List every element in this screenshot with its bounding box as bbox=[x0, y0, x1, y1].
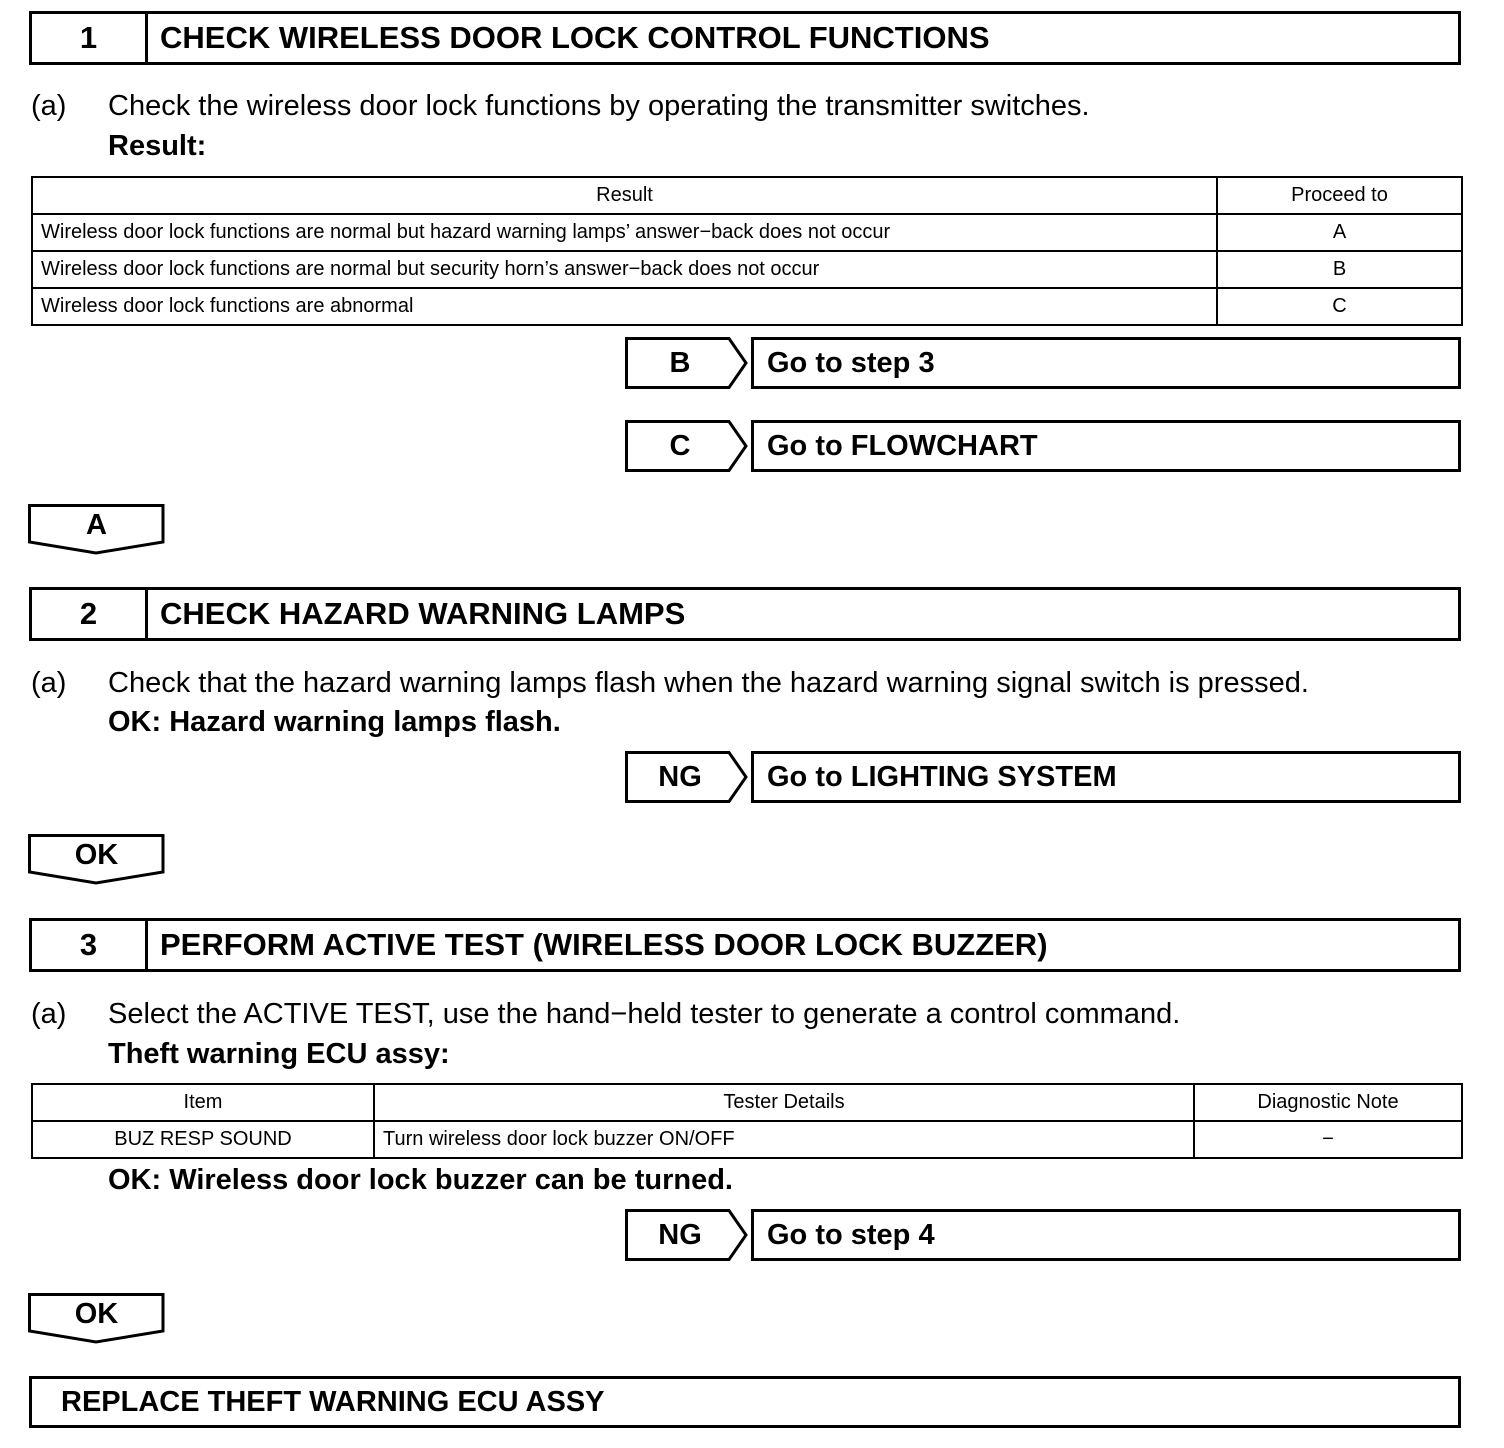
branch-target[interactable]: Go to step 4 bbox=[751, 1209, 1461, 1261]
step-3-header bbox=[29, 918, 1461, 972]
ok-criteria: OK: Hazard warning lamps flash. bbox=[108, 706, 561, 738]
ok-criteria: OK: Wireless door lock buzzer can be turned. bbox=[108, 1164, 733, 1196]
table-cell: A bbox=[1217, 214, 1462, 251]
paragraph-label: (a) bbox=[31, 90, 67, 122]
table-cell: Wireless door lock functions are normal but hazard warning lamps’ answer−back does not occur bbox=[32, 214, 1217, 251]
table-row bbox=[32, 251, 1462, 288]
paragraph-label: (a) bbox=[31, 998, 67, 1030]
instruction-text: Check that the hazard warning lamps flash when the hazard warning signal switch is pressed. bbox=[108, 667, 1309, 699]
continue-label: OK bbox=[74, 838, 119, 871]
instruction-text: Select the ACTIVE TEST, use the hand−held tester to generate a control command. bbox=[108, 998, 1181, 1030]
continue-label: A bbox=[86, 508, 107, 541]
step-number: 2 bbox=[32, 590, 148, 638]
table-row bbox=[32, 1121, 1462, 1158]
step-title: PERFORM ACTIVE TEST (WIRELESS DOOR LOCK BUZZER) bbox=[160, 927, 1048, 962]
table-cell: B bbox=[1217, 251, 1462, 288]
paragraph-label: (a) bbox=[31, 667, 67, 699]
branch-label: B bbox=[669, 346, 691, 379]
step-number: 1 bbox=[32, 14, 148, 62]
column-header-diagnostic-note: Diagnostic Note bbox=[1194, 1084, 1462, 1121]
active-test-table bbox=[31, 1083, 1463, 1159]
branch-label: NG bbox=[658, 760, 702, 793]
result-label: Result: bbox=[108, 130, 207, 162]
table-cell: BUZ RESP SOUND bbox=[32, 1121, 374, 1158]
branch-label: NG bbox=[658, 1218, 702, 1251]
step-number: 3 bbox=[32, 921, 148, 969]
instruction-text: Check the wireless door lock functions by operating the transmitter switches. bbox=[108, 90, 1090, 122]
column-header-proceed-to: Proceed to bbox=[1217, 177, 1462, 214]
table-cell: Wireless door lock functions are abnormal bbox=[32, 288, 1217, 325]
final-action-box: REPLACE THEFT WARNING ECU ASSY bbox=[29, 1376, 1461, 1428]
step-title: CHECK WIRELESS DOOR LOCK CONTROL FUNCTIONS bbox=[160, 20, 990, 55]
continue-tag-ok[interactable] bbox=[28, 834, 168, 886]
column-header-item: Item bbox=[32, 1084, 374, 1121]
table-cell: Wireless door lock functions are normal but security horn’s answer−back does not occur bbox=[32, 251, 1217, 288]
column-header-result: Result bbox=[32, 177, 1217, 214]
branch-b[interactable] bbox=[625, 337, 1463, 389]
table-header-row bbox=[32, 177, 1462, 214]
branch-c[interactable] bbox=[625, 420, 1463, 472]
step-1-header bbox=[29, 11, 1461, 65]
result-table bbox=[31, 176, 1463, 326]
step-title: CHECK HAZARD WARNING LAMPS bbox=[160, 596, 686, 631]
branch-ng[interactable] bbox=[625, 1209, 1463, 1261]
branch-label: C bbox=[669, 429, 691, 462]
table-row bbox=[32, 214, 1462, 251]
table-cell: Turn wireless door lock buzzer ON/OFF bbox=[374, 1121, 1194, 1158]
step-2-header bbox=[29, 587, 1461, 641]
branch-target[interactable]: Go to step 3 bbox=[751, 337, 1461, 389]
branch-target[interactable]: Go to LIGHTING SYSTEM bbox=[751, 751, 1461, 803]
branch-ng[interactable] bbox=[625, 751, 1463, 803]
sub-label: Theft warning ECU assy: bbox=[108, 1038, 450, 1070]
table-row bbox=[32, 288, 1462, 325]
continue-label: OK bbox=[74, 1297, 119, 1330]
continue-tag-ok[interactable] bbox=[28, 1293, 168, 1345]
continue-tag-a[interactable] bbox=[28, 504, 168, 556]
branch-target[interactable]: Go to FLOWCHART bbox=[751, 420, 1461, 472]
table-cell: C bbox=[1217, 288, 1462, 325]
table-header-row bbox=[32, 1084, 1462, 1121]
table-cell: − bbox=[1194, 1121, 1462, 1158]
column-header-tester-details: Tester Details bbox=[374, 1084, 1194, 1121]
